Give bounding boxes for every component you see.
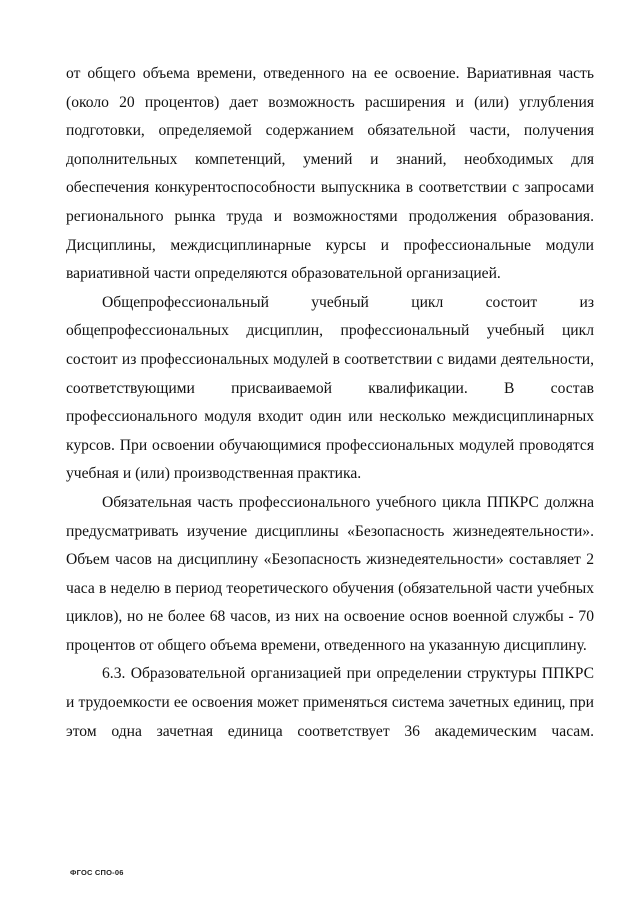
page-footer: ФГОС СПО-06 [70,868,124,877]
paragraph-variable-part: от общего объема времени, отведенного на ее освоение. Вариативная часть (около 20 процентов) дает возможность расширения и (или) углубления подготовки, определяемой содержанием обязательной части, получения дополнительных компетенций, умений и знаний, необходимых для обеспечения конкурентоспособности выпускника в соответствии с запросами регионального рынка труда и возможностями продолжения образования. Дисциплины, междисциплинарные курсы и профессиональные модули вариативной части определяются образовательной организацией. [66,65,594,283]
paragraph-life-safety: Обязательная часть профессионального учебного цикла ППКРС должна предусматривать изучение дисциплины «Безопасность жизнедеятельности». Объем часов на дисциплину «Безопасность жизнедеятельности» составляет 2 часа в неделю в период теоретического обучения (обязательной части учебных циклов), но не более 68 часов, из них на освоение основ военной службы - 70 процентов от общего объема времени, отведенного на указанную дисциплину. [66,493,594,654]
paragraph-credit-units: 6.3. Образовательной организацией при определении структуры ППКРС и трудоемкости ее освоения может применяться система зачетных единиц, при этом одна зачетная единица соответствует 36 академическим часам. [66,665,594,740]
paragraph-professional-cycle: Общепрофессиональный учебный цикл состоит из общепрофессиональных дисциплин, профессиональный учебный цикл состоит из профессиональных модулей в соответствии с видами деятельности, соответствующими присваиваемой квалификации. В состав профессионального модуля входит один или несколько междисциплинарных курсов. При освоении обучающимися профессиональных модулей проводятся учебная и (или) производственная практика. [66,293,594,483]
document-body [66,60,594,746]
